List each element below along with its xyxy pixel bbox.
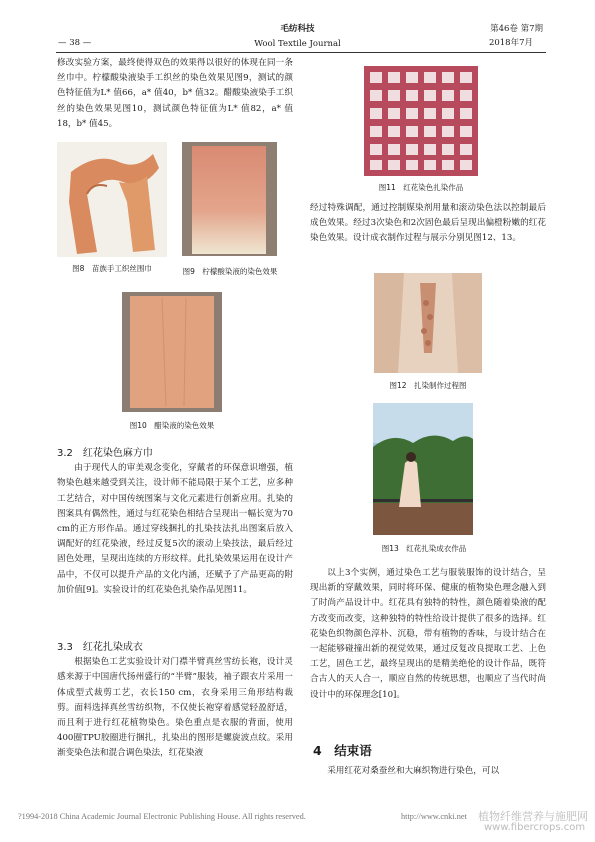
watermark-cn: 植物纤维营养与施肥网: [478, 810, 588, 823]
left-column-top: [57, 56, 293, 132]
figure-9-fabric-image: [182, 142, 277, 256]
paragraph-summary: 以上3个实例，通过染色工艺与服装服饰的设计结合，呈现出新的穿戴效果，同时将环保、健康的植物染色理念融入到了时尚产品设计中。红花具有独特的特性，颜色随着染液的配方改变而改变，这种独特的特性给设计提供了很多的选择。红花染色织物颜色淳朴、沉稳，带有植物的香味，与设计结合在一起能够碰撞出新的视觉效果，通过反复改良提取工艺、上色工艺，固色工艺，最终呈现出的是精美绝伦的设计作品，既符合古人的天人合一，顺应自然的传统思想，也顺应了当代时尚设计中的环保理念[10]。: [310, 568, 546, 700]
section-3-2: [57, 446, 293, 598]
cnki-url: http://www.cnki.net: [401, 812, 467, 821]
scarf-illustration: [57, 142, 167, 257]
paragraph-garment-design: 根据染色工艺实验设计对门襟半臂真丝雪纺长袍，设计灵感来源于中国唐代扬州盛行的“半臂”服装，袖子跟衣片采用一体成型式裁剪工艺，衣长150 cm，衣身采用三角形结构裁剪。面料选择真丝雪纺织物，不仅使长袍穿着感觉轻盈舒适，而且利于进行红花植物染色。染色重点是衣服的背面，使用400圈TPU胶圈进行捆扎，扎染出的图形是螺旋波点纹。采用渐变染色法和混合调色染法，红花染液: [57, 657, 293, 759]
tiedye-square-pattern: [364, 66, 478, 176]
paragraph-dye-control: 经过特殊调配，通过控制媒染剂用量和滚动染色法以控制最后成色效果。经过3次染色和2次固色最后呈现出偏橙粉嫩的红花染色效果。设计成衣制作过程与展示分别见图12、13。: [310, 203, 546, 244]
section-4-title: 结束语: [334, 743, 372, 758]
section-3-2-heading: [57, 446, 293, 461]
figure-8-scarf-image: [57, 142, 167, 257]
acetic-dyed-fabric: [122, 292, 222, 412]
figure-10-caption: 图10 醋染液的染色效果: [129, 421, 215, 430]
figure-12-caption: 图12 扎染制作过程图: [389, 381, 467, 390]
figure-8-caption: 图8 苗族手工织丝围巾: [72, 264, 152, 273]
section-3-2-title: 红花染色麻方巾: [82, 448, 153, 459]
garment-photo-illustration: [373, 403, 473, 535]
watermark-url: www.fibercrops.com: [484, 822, 586, 833]
page-number: — 38 —: [58, 38, 92, 48]
figure-12-process-image: [374, 273, 482, 373]
figure-11-tiedye-image: [364, 66, 478, 176]
figure-11-caption: 图11 红花染色扎染作品: [378, 183, 464, 192]
header-rule: [56, 52, 546, 53]
paragraph-tie-dye-square: 由于现代人的审美观念变化，穿戴者的环保意识增强，植物染色越来越受到关注，设计师不能局限于某个工艺，应多种工艺结合，对中国传统图案与文化元素进行创新应用。扎染的图案具有偶然性，通过与红花染色相结合呈现出一幅长宽为70 cm的正方形作品。通过穿线捆扎的扎染技法扎出图案后放入调配好的红花染液，经过反复5次的滚动上染技法，最后经过固色处理，呈现出连续的方形纹样。此扎染效果运用在设计产品中，不仅可以提升产品的文化内涵，还赋予了产品更高的附加价值[9]。实验设计的红花染色扎染作品见图11。: [57, 463, 293, 595]
section-3-3-heading: [57, 640, 293, 655]
paragraph-conclusion-start: 采用红花对桑蚕丝和大麻织物进行染色，可以: [327, 766, 500, 776]
right-column-top: [310, 201, 546, 247]
section-3-2-number: 3.2: [57, 448, 73, 459]
figure-13-caption: 图13 红花扎染成衣作品: [381, 544, 467, 553]
journal-title-cn: 毛纺科技: [280, 24, 315, 34]
paragraph-dyeing-results: 修改实验方案，最终使得双色的效果得以很好的体现在同一条丝巾中。柠檬酸染液染手工织丝的染色效果见图9，测试的颜色特征值为L* 值66，a* 值40，b* 值32。醋酸染液染手工织丝的染色效果见图10，测试颜色特征值为L* 值82，a* 值18，b* 值45。: [57, 58, 293, 129]
journal-title-en: Wool Textile Journal: [254, 39, 341, 49]
copyright-notice: ?1994-2018 China Academic Journal Electronic Publishing House. All rights reserved.: [18, 812, 306, 821]
figure-10-fabric-image: [122, 292, 222, 412]
tiedye-process-illustration: [374, 273, 482, 373]
figure-13-garment-image: [373, 403, 473, 535]
section-3-3-title: 红花扎染成衣: [82, 642, 143, 653]
right-column-end: [310, 764, 546, 779]
volume-issue: 第46卷 第7期: [490, 24, 543, 34]
section-3-3: [57, 640, 293, 762]
section-3-3-number: 3.3: [57, 642, 73, 653]
figure-9-caption: 图9 柠檬酸染液的染色效果: [182, 267, 278, 276]
citric-dyed-fabric: [182, 142, 277, 256]
section-4-heading: [313, 741, 372, 759]
issue-date: 2018年7月: [488, 38, 533, 48]
section-4-number: 4: [313, 743, 322, 758]
right-column-mid: [310, 566, 546, 703]
